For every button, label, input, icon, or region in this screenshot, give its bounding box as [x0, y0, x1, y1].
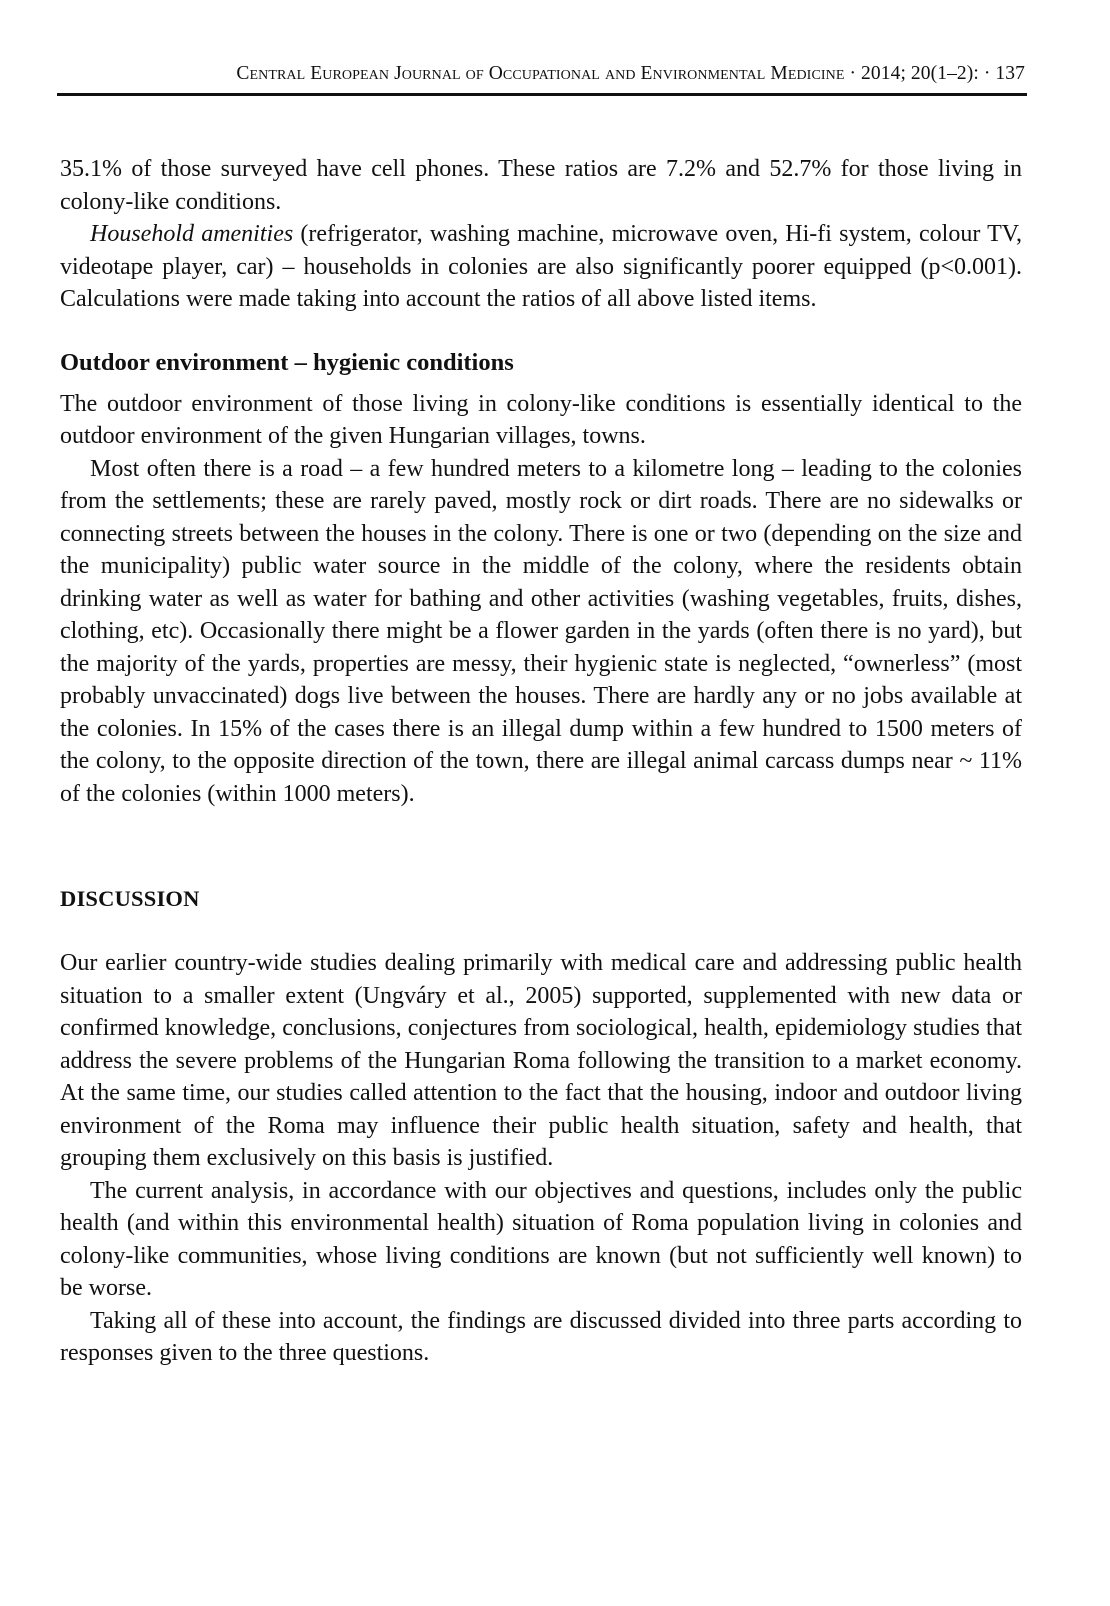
- household-amenities-term: Household amenities: [90, 221, 294, 247]
- paragraph-discussion-2: The current analysis, in accordance with our objectives and questions, includes only the public health (and within this environmental health) situation of Roma population living in colonies and colony-like communities, whose living conditions are known (but not sufficiently well known) to be worse.: [60, 1177, 1022, 1301]
- discussion-heading: DISCUSSION: [60, 886, 200, 911]
- paragraph-discussion-3: Taking all of these into account, the findings are discussed divided into three parts according to responses given to the three questions.: [60, 1307, 1022, 1366]
- paragraph-outdoor-details: Most often there is a road – a few hundred meters to a kilometre long – leading to the colonies from the settlements; these are rarely paved, mostly rock or dirt roads. There are no sidewalks or connecting streets between the houses in the colony. There is one or two (depending on the size and the municipality) public water source in the middle of the colony, where the residents obtain drinking water as well as water for bathing and other activities (washing vegetables, fruits, dishes, clothing, etc). Occasionally there might be a flower garden in the yards (often there is no yard), but the majority of the yards, properties are messy, their hygienic state is neglected, “ownerless” (most probably unvaccinated) dogs live between the houses. There are hardly any or no jobs available at the colonies. In 15% of the cases there is an illegal dump within a few hundred to 1500 meters of the colony, to the opposite direction of the town, there are illegal animal carcass dumps near ~ 11% of the colonies (within 1000 meters).: [60, 455, 1022, 807]
- running-header: Central European Journal of Occupational and Environmental Medicine · 2014; 20(1–2): · 137: [236, 63, 1025, 84]
- header-rule: [57, 93, 1027, 96]
- outdoor-environment-heading: Outdoor environment – hygienic conditions: [60, 348, 514, 376]
- page-body: [60, 153, 1022, 1370]
- paragraph-outdoor-intro: The outdoor environment of those living in colony-like conditions is essentially identical to the outdoor environment of the given Hungarian villages, towns.: [60, 390, 1022, 449]
- paragraph-cell-phones: 35.1% of those surveyed have cell phones. These ratios are 7.2% and 52.7% for those living in colony-like conditions.: [60, 156, 1022, 215]
- paragraph-household-amenities: [60, 218, 1022, 316]
- household-amenities-text: (refrigerator, washing machine, microwave oven, Hi-fi system, colour TV, videotape player, car) – households in colonies are also significantly poorer equipped (p<0.001). Calculations were made taking into account the ratios of all above listed items.: [60, 221, 1022, 312]
- paragraph-discussion-1: Our earlier country-wide studies dealing primarily with medical care and addressing public health situation to a smaller extent (Ungváry et al., 2005) supported, supplemented with new data or confirmed knowledge, conclusions, conjectures from sociological, health, epidemiology studies that address the severe problems of the Hungarian Roma following the transition to a market economy. At the same time, our studies called attention to the fact that the housing, indoor and outdoor living environment of the Roma may influence their public health situation, safety and health, that grouping them exclusively on this basis is justified.: [60, 950, 1022, 1171]
